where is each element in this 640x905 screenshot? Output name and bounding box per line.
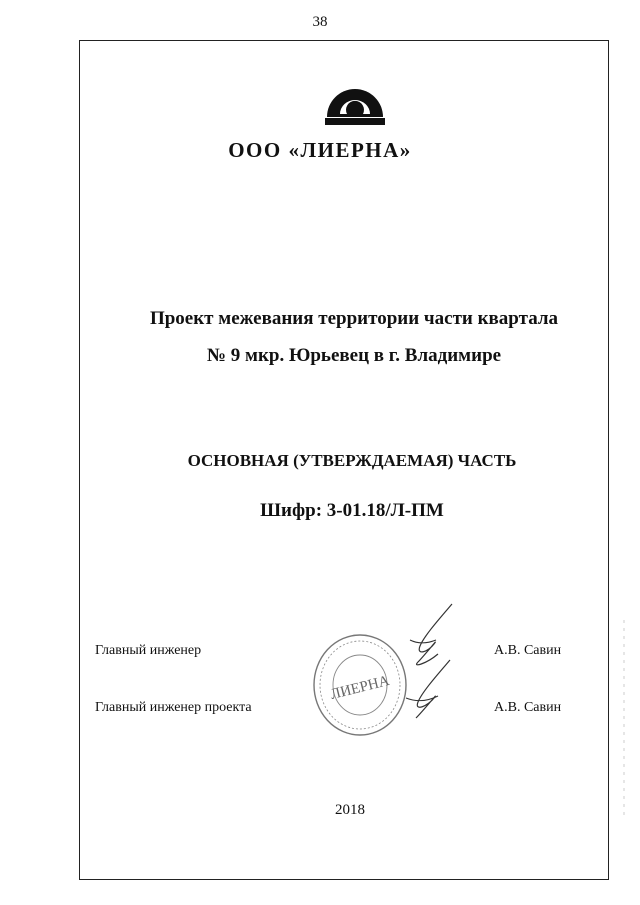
page-number: 38 [312,14,328,30]
signature-role-chief-project-engineer: Главный инженер проекта [95,700,252,715]
section-title: ОСНОВНАЯ (УТВЕРЖДАЕМАЯ) ЧАСТЬ [187,451,517,470]
signature-role-chief-engineer: Главный инженер [95,643,202,658]
signature-name-chief-engineer: А.В. Савин [494,643,562,658]
project-title-line-1: Проект межевания территории части квартала [149,308,559,329]
document-cipher: Шифр: 3-01.18/Л-ПМ [260,500,444,521]
project-title-line-2: № 9 мкр. Юрьевец в г. Владимире [206,345,502,366]
company-logo-icon [323,71,387,127]
stamp-text: ЛИЕРНА [328,672,392,704]
scan-artifact-line [622,620,626,820]
company-name: ООО «ЛИЕРНА» [228,138,412,162]
signature-name-chief-project-engineer: А.В. Савин [494,700,562,715]
document-year: 2018 [335,802,365,818]
handwritten-signature-icon [380,600,470,730]
